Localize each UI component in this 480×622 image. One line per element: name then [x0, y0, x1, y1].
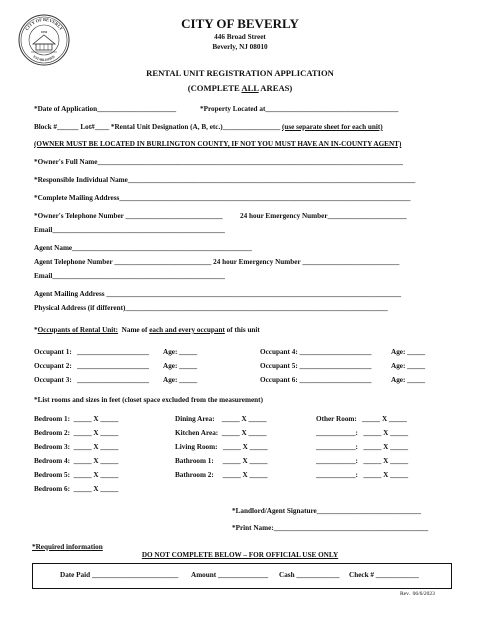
seal-year: 1850	[40, 30, 48, 34]
bedroom-4-field[interactable]: Bedroom 4: _____ X _____	[34, 457, 119, 465]
block-lot-unit-field[interactable]	[34, 124, 383, 131]
occupant-4-field[interactable]: Occupant 4: ____________________	[260, 348, 372, 356]
occupant-5-field[interactable]: Occupant 5: ____________________	[260, 362, 372, 370]
cash-field[interactable]: Cash ____________	[279, 571, 340, 579]
subtitle-post: AREAS)	[258, 83, 293, 93]
occupant-1-field[interactable]: Occupant 1: ____________________	[34, 348, 149, 356]
street-address: 446 Broad Street	[214, 33, 266, 41]
extra-room-4-field[interactable]: ___________: _____ X _____	[316, 471, 409, 479]
print-name-field[interactable]: *Print Name:___________________________________________	[232, 524, 429, 532]
svg-text:ESTABLISHED	[32, 54, 56, 62]
block-lot-text: Block #______ Lot#____ *Rental Unit Designation (A, B, etc.)________________	[34, 123, 282, 131]
seal-bottom-text: ESTABLISHED	[32, 54, 56, 63]
occupant-2-age-field[interactable]: Age: _____	[163, 362, 198, 370]
kitchen-area-field[interactable]: Kitchen Area: _____ X _____	[175, 429, 267, 437]
occupants-heading	[34, 327, 260, 334]
agent-email-field[interactable]: Email________________________________________________	[34, 272, 225, 280]
bedroom-5-field[interactable]: Bedroom 5: _____ X _____	[34, 471, 119, 479]
complete-mailing-address-field[interactable]: *Complete Mailing Address_________________________________________________________________________________	[34, 195, 411, 202]
owner-full-name-field[interactable]: *Owner's Full Name_____________________________________________________________________________________	[34, 159, 403, 166]
required-information-note: *Required information	[32, 543, 103, 551]
occupant-1-age-field[interactable]: Age: _____	[163, 348, 198, 356]
bedroom-6-field[interactable]: Bedroom 6: _____ X _____	[34, 485, 119, 493]
owner-telephone-field[interactable]: *Owner's Telephone Number ___________________________	[34, 212, 223, 220]
occupants-heading-each: each and every occupant	[149, 326, 225, 334]
occupants-heading-star: *	[34, 326, 38, 334]
occupant-3-age-field[interactable]: Age: _____	[163, 376, 198, 384]
bedroom-2-field[interactable]: Bedroom 2: _____ X _____	[34, 429, 119, 437]
date-of-application-field[interactable]: *Date of Application______________________	[34, 105, 177, 113]
city-title: CITY OF BEVERLY	[181, 16, 299, 31]
bedroom-3-field[interactable]: Bedroom 3: _____ X _____	[34, 443, 119, 451]
property-located-field[interactable]: *Property Located at_____________________________________	[200, 105, 399, 113]
form-subtitle	[0, 83, 480, 93]
occupant-6-field[interactable]: Occupant 6: ____________________	[260, 376, 372, 384]
agent-name-field[interactable]: Agent Name__________________________________________________	[34, 244, 252, 252]
other-room-field[interactable]: Other Room: _____ X _____	[316, 415, 407, 423]
seal-top-text: CITY OF BEVERLY	[24, 16, 64, 32]
occupant-5-age-field[interactable]: Age: _____	[391, 362, 426, 370]
responsible-individual-field[interactable]: *Responsible Individual Name________________________________________________________________________________	[34, 177, 416, 184]
city-state-zip: Beverly, NJ 08010	[212, 43, 268, 51]
bathroom-1-field[interactable]: Bathroom 1: _____ X _____	[175, 457, 268, 465]
living-room-field[interactable]: Living Room: _____ X _____	[175, 443, 268, 451]
extra-room-3-field[interactable]: ___________: _____ X _____	[316, 457, 409, 465]
subtitle-all: ALL	[241, 83, 259, 93]
form-title: RENTAL UNIT REGISTRATION APPLICATION	[146, 68, 334, 78]
agent-mailing-address-field[interactable]: Agent Mailing Address __________________________________________________________________________________	[34, 291, 402, 298]
official-use-heading: DO NOT COMPLETE BELOW – FOR OFFICIAL USE ONLY	[141, 551, 339, 559]
subtitle-pre: (COMPLETE	[187, 83, 242, 93]
agent-telephone-field[interactable]: Agent Telephone Number ___________________________ 24 hour Emergency Number ___________________________	[34, 259, 400, 266]
physical-address-field[interactable]: Physical Address (if different)_________________________________________________________________________	[34, 305, 388, 312]
occupant-4-age-field[interactable]: Age: _____	[391, 348, 426, 356]
occupant-6-age-field[interactable]: Age: _____	[391, 376, 426, 384]
owner-email-field[interactable]: Email________________________________________________	[34, 226, 225, 234]
landlord-signature-field[interactable]: *Landlord/Agent Signature_____________________________	[232, 507, 421, 515]
separate-sheet-note: (use separate sheet for each unit)	[281, 123, 383, 131]
revision-date: Rev. 06/6/2023	[400, 591, 435, 597]
occupant-2-field[interactable]: Occupant 2: ____________________	[34, 362, 149, 370]
extra-room-2-field[interactable]: ___________: _____ X _____	[316, 443, 409, 451]
owner-emergency-number-field[interactable]: 24 hour Emergency Number______________________	[240, 212, 407, 220]
occupants-heading-post: of this unit	[224, 326, 260, 334]
amount-field[interactable]: Amount ______________	[191, 571, 269, 579]
rooms-heading: *List rooms and sizes in feet (closet space excluded from the measurement)	[34, 396, 263, 404]
date-paid-field[interactable]: Date Paid ________________________	[60, 571, 179, 579]
extra-room-1-field[interactable]: ___________: _____ X _____	[316, 429, 409, 437]
check-number-field[interactable]: Check # ____________	[349, 571, 419, 579]
bedroom-1-field[interactable]: Bedroom 1: _____ X _____	[34, 415, 119, 423]
occupants-heading-mid: Name of	[118, 326, 150, 334]
dining-area-field[interactable]: Dining Area: _____ X _____	[175, 415, 267, 423]
bathroom-2-field[interactable]: Bathroom 2: _____ X _____	[175, 471, 268, 479]
burlington-county-note: (OWNER MUST BE LOCATED IN BURLINGTON COUNTY, IF NOT YOU MUST HAVE AN IN-COUNTY AGENT)	[34, 140, 402, 148]
occupants-heading-label: Occupants of Rental Unit:	[37, 326, 119, 334]
occupant-3-field[interactable]: Occupant 3: ____________________	[34, 376, 149, 384]
